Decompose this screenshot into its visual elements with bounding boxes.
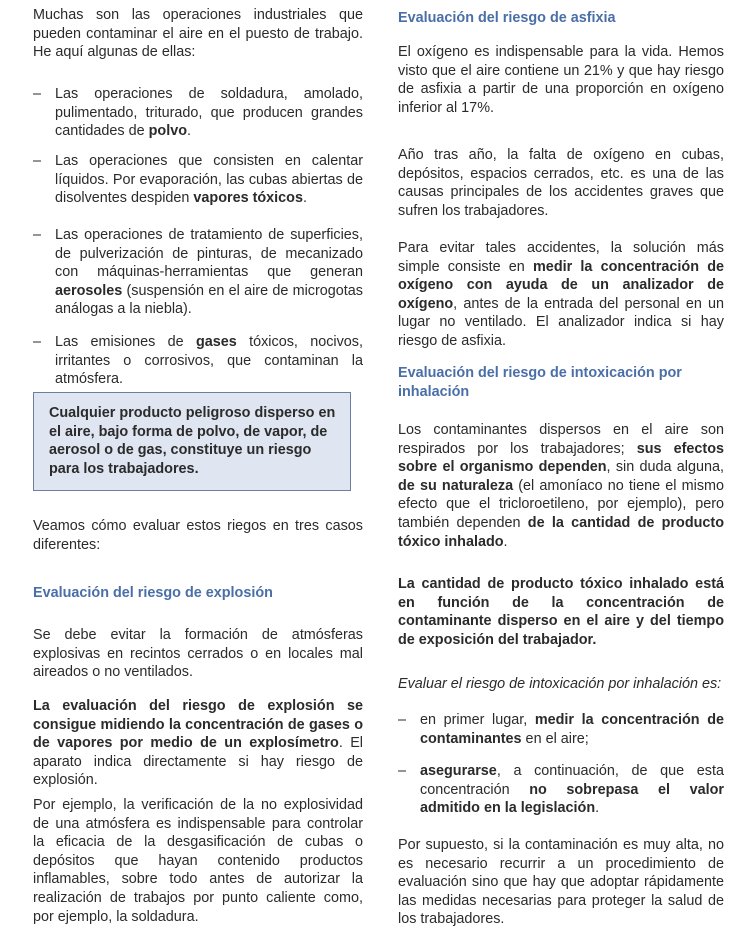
list-item bbox=[398, 711, 724, 748]
final-paragraph: Por supuesto, si la contaminación es muy alta, no es necesario recurrir a un procedimiento de evaluación sino que hay que adoptar rápidamente las medidas necesarias para proteger la salud de los trabajadores. bbox=[398, 837, 724, 928]
veamos-paragraph: Veamos cómo evaluar estos riegos en tres casos diferentes: bbox=[33, 518, 363, 553]
asfixia-paragraph-1: El oxígeno es indispensable para la vida. Hemos visto que el aire contiene un 21% y que hay riesgo de asfixia a partir de una proporción en oxígeno inferior al 17%. bbox=[398, 44, 724, 116]
intro-paragraph: Muchas son las operaciones industriales que pueden contaminar el aire en el puesto de trabajo. He aquí algunas de ellas: bbox=[33, 7, 363, 61]
heading-intoxicacion: Evaluación del riesgo de intoxicación por inhalación bbox=[398, 365, 682, 400]
list-item bbox=[33, 152, 363, 208]
list-item bbox=[33, 226, 363, 319]
bullet-dash: – bbox=[398, 712, 407, 728]
explosion-paragraph-1: Se debe evitar la formación de atmósferas explosivas en recintos cerrados o en locales mal aireados o no ventilados. bbox=[33, 627, 363, 681]
explosion-paragraph-2: La evaluación del riesgo de explosión se consigue midiendo la concentración de gases o de vapores por medio de un explosímetro. El aparato indica directamente si hay riesgo de explosión. bbox=[33, 698, 363, 789]
intox-paragraph-3: Evaluar el riesgo de intoxicación por inhalación es: bbox=[398, 676, 722, 692]
bullet-text: Las operaciones de tratamiento de superficies, de pulverización de pinturas, de mecanizado con máquinas-herramientas que generan aerosoles (suspensión en el aire de microgotas análogas a la niebla). bbox=[55, 227, 363, 318]
intox-paragraph-1: Los contaminantes dispersos en el aire son respirados por los trabajadores; sus efectos sobre el organismo dependen, sin duda alguna, de su naturaleza (el amoníaco no tiene el mismo efecto que el tricloroetileno, por ejemplo), pero también dependen de la cantidad de producto tóxico inhalado. bbox=[398, 422, 725, 550]
list-item bbox=[33, 333, 363, 389]
heading-explosion: Evaluación del riesgo de explosión bbox=[33, 585, 273, 601]
asfixia-paragraph-3: Para evitar tales accidentes, la solución más simple consiste en medir la concentración de oxígeno con ayuda de un analizador de oxígeno, antes de la entrada del personal en un lugar no ventilado. El analizador indica si hay riesgo de asfixia. bbox=[398, 240, 724, 349]
bullet-text: en primer lugar, medir la concentración de contaminantes en el aire; bbox=[420, 712, 725, 747]
bullet-text: Las operaciones de soldadura, amolado, pulimentado, triturado, que producen grandes cantidades de polvo. bbox=[55, 86, 363, 140]
bullet-text: Las emisiones de gases tóxicos, nocivos, irritantes o corrosivos, que contaminan la atmósfera. bbox=[55, 334, 363, 388]
bullet-dash: – bbox=[398, 763, 407, 779]
bullet-text: Las operaciones que consisten en calentar líquidos. Por evaporación, las cubas abiertas de disolventes despiden vapores tóxicos. bbox=[55, 153, 363, 207]
list-item bbox=[33, 85, 363, 141]
asfixia-paragraph-2: Año tras año, la falta de oxígeno en cubas, depósitos, espacios cerrados, etc. es una de las causas principales de los accidentes graves que sufren los trabajadores. bbox=[398, 147, 724, 219]
list-item bbox=[398, 762, 724, 818]
bullet-text: asegurarse, a continuación, de que esta concentración no sobrepasa el valor admitido en la legislación. bbox=[420, 763, 724, 817]
explosion-paragraph-3: Por ejemplo, la verificación de la no explosividad de una atmósfera es indispensable para controlar la eficacia de la desgasificación de cubas o depósitos que hayan contenido productos inflamables, sobre todo antes de autorizar la realización de trabajos por punto caliente como, por ejemplo, la soldadura. bbox=[33, 797, 363, 925]
heading-asfixia: Evaluación del riesgo de asfixia bbox=[398, 10, 616, 26]
intox-paragraph-2: La cantidad de producto tóxico inhalado está en función de la concentración de contaminante disperso en el aire y del tiempo de exposición del trabajador. bbox=[398, 576, 724, 648]
bullet-dash: – bbox=[33, 334, 42, 350]
bullet-dash: – bbox=[33, 86, 42, 102]
bullet-dash: – bbox=[33, 227, 42, 243]
callout-box: Cualquier producto peligroso disperso en el aire, bajo forma de polvo, de vapor, de aerosol o de gas, constituye un riesgo para los trabajadores. bbox=[33, 392, 351, 491]
bullet-dash: – bbox=[33, 153, 42, 169]
